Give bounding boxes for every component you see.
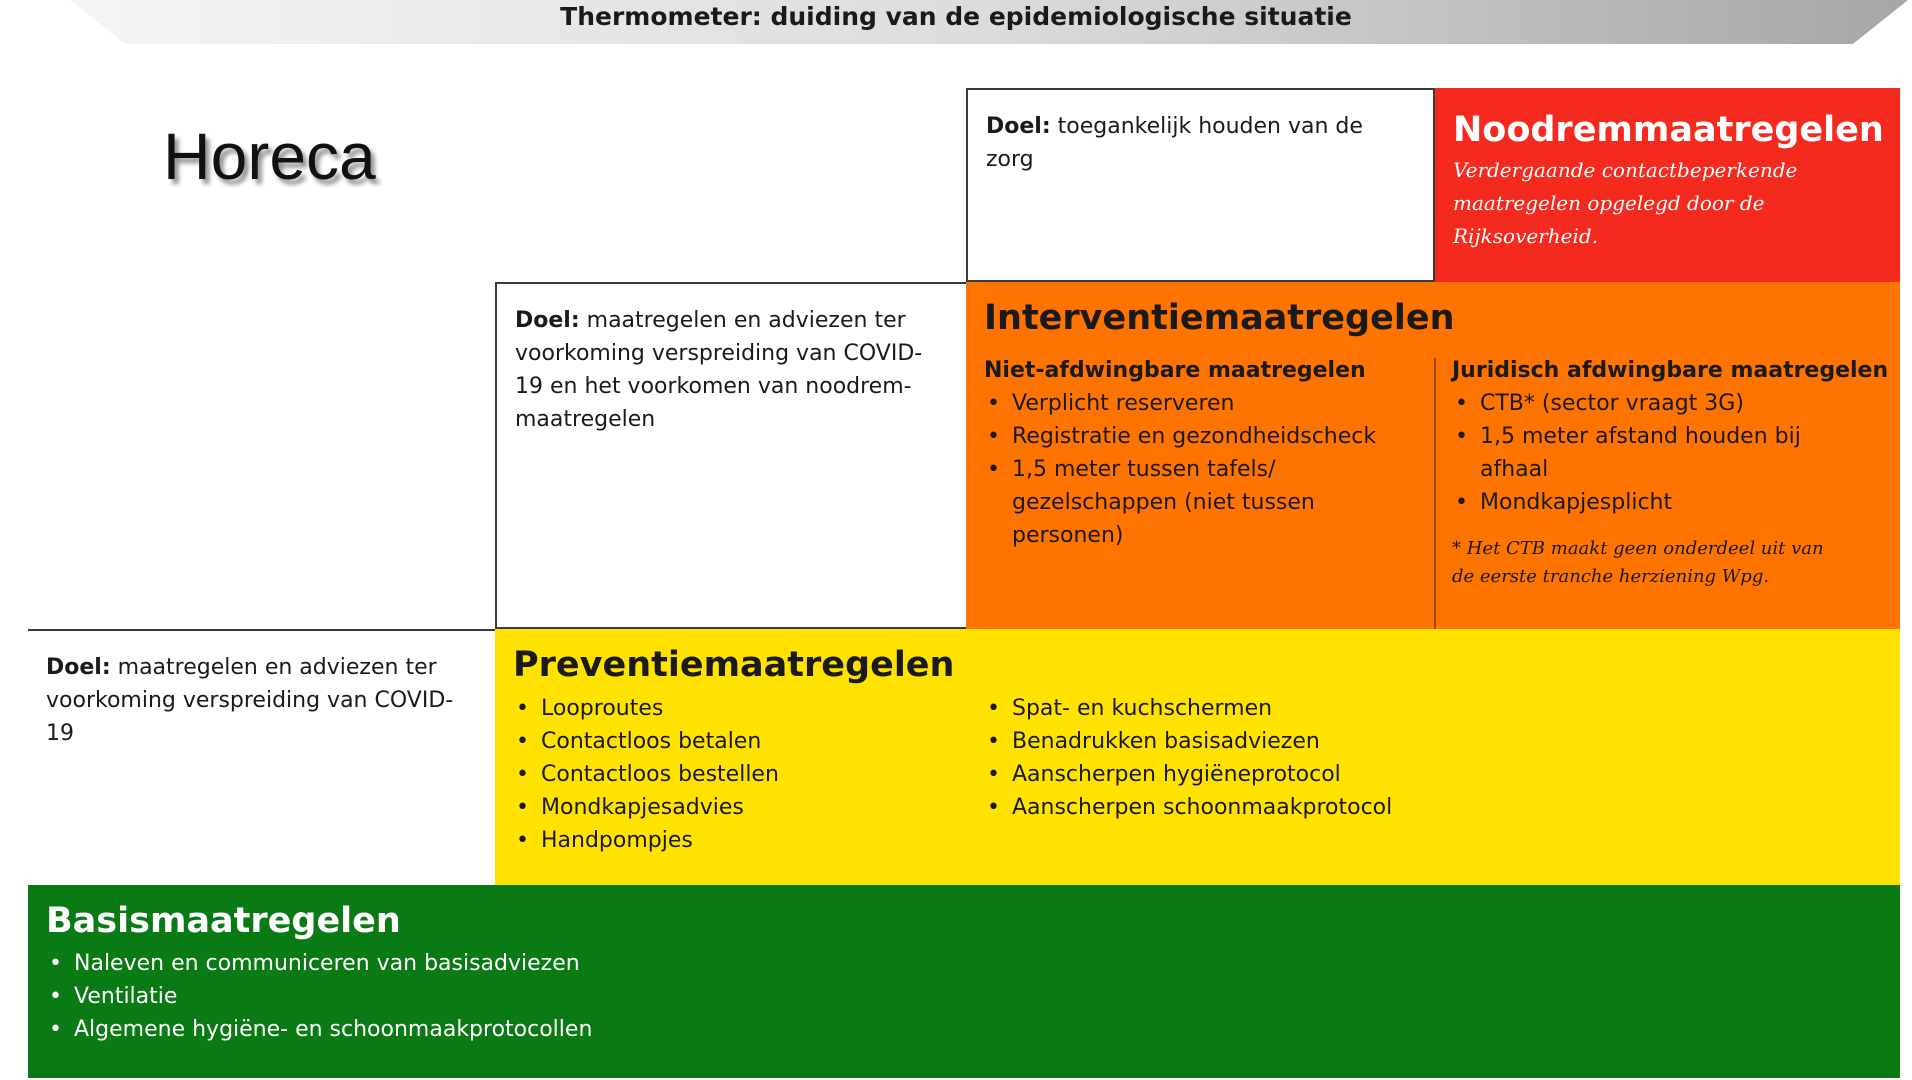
- noodrem-subtitle: Verdergaande contactbeperkende maatregelen opgelegd door de Rijksoverheid.: [1453, 158, 1798, 248]
- interventie-left-column: [984, 354, 1424, 552]
- list-item: • Aanscherpen schoonmaakprotocol: [984, 791, 1392, 824]
- list-item: • Naleven en communiceren van basisadviezen: [46, 947, 592, 980]
- preventie-title: Preventiemaatregelen: [513, 645, 955, 685]
- preventie-block: [495, 629, 1900, 885]
- list-item: • Contactloos bestellen: [513, 758, 779, 791]
- basis-title: Basismaatregelen: [46, 901, 401, 941]
- interventie-right-column: [1452, 354, 1898, 591]
- basis-list: [46, 947, 592, 1046]
- goal-text-zorg: [986, 110, 1415, 176]
- interventie-title: Interventiemaatregelen: [984, 298, 1455, 338]
- noodrem-title: Noodremmaatregelen: [1453, 110, 1884, 150]
- list-item: • 1,5 meter afstand houden bij afhaal: [1452, 420, 1820, 486]
- list-item: • Aanscherpen hygiëneprotocol: [984, 758, 1392, 791]
- preventie-list-1: [513, 692, 779, 857]
- list-item: • CTB* (sector vraagt 3G): [1452, 387, 1898, 420]
- goal-prefix: Doel:: [46, 655, 111, 680]
- page-title: Horeca: [163, 119, 376, 193]
- goal-box-interventie: [495, 282, 968, 629]
- goal-prefix: Doel:: [986, 114, 1051, 139]
- list-item: • Handpompjes: [513, 824, 779, 857]
- goal-box-preventie: [28, 629, 497, 885]
- preventie-list-2: [984, 692, 1392, 824]
- list-item: • Registratie en gezondheidscheck: [984, 420, 1424, 453]
- niet-afdwingbaar-list: [984, 387, 1424, 552]
- list-item: • Spat- en kuchschermen: [984, 692, 1392, 725]
- banner-title: Thermometer: duiding van de epidemiologische situatie: [560, 2, 1352, 31]
- juridisch-afdwingbaar-list: [1452, 387, 1898, 519]
- basis-block: [28, 885, 1900, 1078]
- interventie-divider: [1434, 358, 1436, 629]
- juridisch-afdwingbaar-heading: Juridisch afdwingbare maatregelen: [1452, 358, 1889, 383]
- interventie-block: [966, 282, 1900, 629]
- goal-box-zorg: [966, 88, 1435, 282]
- niet-afdwingbaar-heading: Niet-afdwingbare maatregelen: [984, 358, 1366, 383]
- list-item: • 1,5 meter tussen tafels/ gezelschappen (niet tussen personen): [984, 453, 1352, 552]
- list-item: • Algemene hygiëne- en schoonmaakprotocollen: [46, 1013, 592, 1046]
- list-item: • Ventilatie: [46, 980, 592, 1013]
- list-item: • Contactloos betalen: [513, 725, 779, 758]
- list-item: • Looproutes: [513, 692, 779, 725]
- list-item: • Mondkapjesplicht: [1452, 486, 1898, 519]
- list-item: • Verplicht reserveren: [984, 387, 1424, 420]
- goal-preventie-text: maatregelen en adviezen ter voorkoming verspreiding van COVID-19: [46, 655, 454, 746]
- ctb-footnote: * Het CTB maakt geen onderdeel uit van de eerste tranche herziening Wpg.: [1452, 538, 1824, 587]
- list-item: • Benadrukken basisadviezen: [984, 725, 1392, 758]
- goal-prefix: Doel:: [515, 308, 580, 333]
- goal-interventie-text: maatregelen en adviezen ter voorkoming verspreiding van COVID-19 en het voorkomen van noodrem-maatregelen: [515, 308, 923, 432]
- goal-zorg-text: toegankelijk houden van de zorg: [986, 114, 1363, 172]
- goal-text-preventie: [46, 651, 477, 750]
- noodrem-block: [1435, 88, 1900, 282]
- list-item: • Mondkapjesadvies: [513, 791, 779, 824]
- goal-text-interventie: [515, 304, 948, 436]
